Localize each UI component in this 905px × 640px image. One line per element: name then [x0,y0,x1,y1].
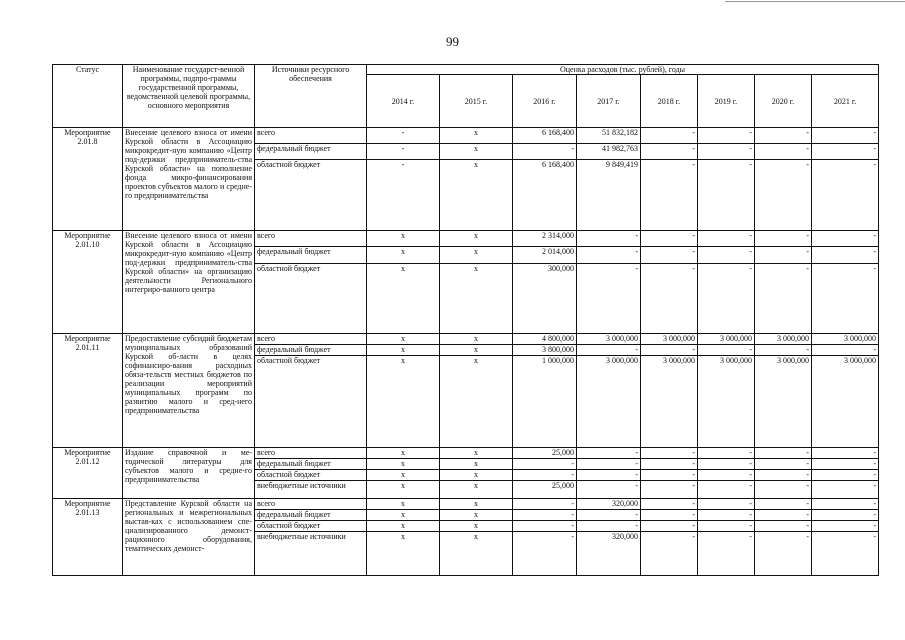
row-value: х [440,334,513,345]
row-value: х [440,264,513,334]
row-value: - [641,481,698,499]
table-row [53,499,879,510]
row-value: - [698,510,755,521]
row-source: областной бюджет [255,264,367,334]
row-value: - [698,470,755,481]
row-source: областной бюджет [255,356,367,448]
row-value: 3 000,000 [698,356,755,448]
row-value: - [755,264,812,334]
row-value: - [812,448,879,459]
row-value: - [577,521,641,532]
row-value: - [641,459,698,470]
row-value: - [577,264,641,334]
row-value: - [812,345,879,356]
row-value: 25,000 [513,448,577,459]
row-value: - [641,160,698,231]
table-row [53,334,879,345]
row-value: - [513,532,577,576]
row-value: х [367,521,440,532]
row-value: - [812,160,879,231]
row-value: - [577,459,641,470]
row-value: - [755,128,812,144]
header-year: 2021 г. [812,75,879,128]
row-value: х [367,532,440,576]
row-value: - [698,247,755,264]
row-source: федеральный бюджет [255,144,367,160]
row-value: х [367,264,440,334]
row-source: федеральный бюджет [255,510,367,521]
row-value: х [440,532,513,576]
row-value: х [367,481,440,499]
row-value: х [440,499,513,510]
row-value: 3 000,000 [641,356,698,448]
header-year: 2018 г. [641,75,698,128]
row-value: 3 000,000 [641,334,698,345]
row-value: - [577,345,641,356]
row-value: 6 168,400 [513,128,577,144]
page-number: 99 [446,34,459,49]
row-value: - [698,532,755,576]
row-value: - [812,521,879,532]
header-year: 2016 г. [513,75,577,128]
row-value: - [698,264,755,334]
row-value: 3 000,000 [755,356,812,448]
row-value: - [755,481,812,499]
row-value: х [367,510,440,521]
row-value: - [513,521,577,532]
row-value: 2 014,000 [513,247,577,264]
row-source: областной бюджет [255,521,367,532]
row-value: х [440,481,513,499]
header-year: 2020 г. [755,75,812,128]
row-name: Внесение целевого взноса от имени Курской области в Ассоциацию микрокредит-ную компанию «Центр под-держки предприниматель-ства Курской области» на пополнение фонда микро-финансирования проектов субъектов малого и средне-го предпринимательства [123,128,255,231]
row-value: 25,000 [513,481,577,499]
row-value: х [440,345,513,356]
row-value: 41 982,763 [577,144,641,160]
row-value: - [812,144,879,160]
row-value: - [755,144,812,160]
row-value: х [440,247,513,264]
row-source: внебюджетные источники [255,532,367,576]
row-value: - [698,521,755,532]
row-source: федеральный бюджет [255,247,367,264]
row-source: всего [255,334,367,345]
row-value: х [440,448,513,459]
row-value: 9 849,419 [577,160,641,231]
row-value: х [367,470,440,481]
table-body [53,65,879,576]
row-value: - [755,345,812,356]
row-value: - [755,532,812,576]
row-source: федеральный бюджет [255,459,367,470]
row-value: - [698,499,755,510]
row-value: - [641,521,698,532]
row-source: федеральный бюджет [255,345,367,356]
row-status: Мероприятие 2.01.12 [53,448,123,499]
row-value: х [367,448,440,459]
row-status: Мероприятие 2.01.13 [53,499,123,576]
row-value: - [755,247,812,264]
row-value: 3 000,000 [812,334,879,345]
row-value: - [513,144,577,160]
row-value: - [812,128,879,144]
row-value: 51 832,182 [577,128,641,144]
row-value: - [812,532,879,576]
row-value: 3 000,000 [577,334,641,345]
row-value: - [641,345,698,356]
header-name: Наименование государст-венной программы, подпро-граммы государственной программы, ведомственной целевой программы, основного мероприятия [123,65,255,128]
row-value: - [641,470,698,481]
row-value: - [577,470,641,481]
row-value: х [367,459,440,470]
row-value: - [577,231,641,247]
header-year: 2014 г. [367,75,440,128]
row-value: 3 800,000 [513,345,577,356]
row-source: внебюджетные источники [255,481,367,499]
top-border-line [725,1,905,2]
row-source: всего [255,499,367,510]
row-value: 3 000,000 [812,356,879,448]
row-value: - [755,459,812,470]
row-value: 3 000,000 [577,356,641,448]
row-source: областной бюджет [255,470,367,481]
row-value: - [641,510,698,521]
row-value: - [698,144,755,160]
row-value: 3 000,000 [698,334,755,345]
row-value: - [641,231,698,247]
row-name: Предоставление субсидий бюджетам муниципальных образований Курской об-ласти в целях софинансиро-вания расходных обяза-тельств местных бюджетов по реализации мероприятий муниципальных программ по развитию малого и сред-него предпринимательства [123,334,255,448]
row-value: х [440,231,513,247]
row-value: - [513,510,577,521]
header-sources: Источники ресурсного обеспечения [255,65,367,128]
row-value: - [812,510,879,521]
row-value: 300,000 [513,264,577,334]
table-row [53,448,879,459]
header-estimate: Оценка расходов (тыс. рублей), годы [367,65,879,75]
row-value: - [577,448,641,459]
row-value: - [698,345,755,356]
row-value: - [641,247,698,264]
header-year: 2019 г. [698,75,755,128]
row-value: - [577,510,641,521]
row-value: - [367,128,440,144]
row-value: 320,000 [577,532,641,576]
row-value: х [440,521,513,532]
row-value: - [698,160,755,231]
row-status: Мероприятие 2.01.10 [53,231,123,334]
row-value: х [440,144,513,160]
row-value: х [367,499,440,510]
expenses-table [52,64,879,576]
row-value: - [698,231,755,247]
row-value: - [367,144,440,160]
row-value: х [367,247,440,264]
row-value: х [367,231,440,247]
row-value: - [367,160,440,231]
row-value: х [367,345,440,356]
row-value: - [812,247,879,264]
row-value: 2 314,000 [513,231,577,247]
row-name: Представление Курской области на региональных и межрегиональных выстав-ках с использованием спе-циализированного демонст-рационного оборудования, тематических демонст- [123,499,255,576]
row-value: - [755,470,812,481]
row-source: областной бюджет [255,160,367,231]
row-value: - [698,128,755,144]
row-value: 4 800,000 [513,334,577,345]
row-value: - [641,499,698,510]
row-value: 320,000 [577,499,641,510]
row-value: 1 000,000 [513,356,577,448]
row-value: - [698,448,755,459]
row-value: - [698,481,755,499]
row-value: - [812,459,879,470]
row-value: - [641,264,698,334]
header-year: 2017 г. [577,75,641,128]
row-value: - [812,231,879,247]
row-value: х [367,334,440,345]
row-value: - [755,510,812,521]
table-row [53,231,879,247]
row-value: х [440,356,513,448]
row-value: - [698,459,755,470]
row-value: - [812,481,879,499]
row-value: - [812,264,879,334]
row-name: Издание справочной и ме-тодической литературы для субъектов малого и средне-го предпринимательства [123,448,255,499]
row-value: х [440,160,513,231]
row-value: х [440,128,513,144]
header-year: 2015 г. [440,75,513,128]
row-name: Внесение целевого взноса от имени Курской области в Ассоциацию микрокредит-ную компанию «Центр под-держки предприниматель-ства Курской области» на организацию деятельности Регионального интегриро-ванного центра [123,231,255,334]
row-value: х [440,459,513,470]
row-value: - [513,499,577,510]
row-value: - [812,470,879,481]
table-row [53,128,879,144]
row-source: всего [255,231,367,247]
row-value: - [755,160,812,231]
row-source: всего [255,128,367,144]
row-value: 6 168,400 [513,160,577,231]
row-value: - [812,499,879,510]
row-value: - [755,448,812,459]
row-source: всего [255,448,367,459]
row-value: - [513,470,577,481]
row-value: х [367,356,440,448]
row-value: - [641,144,698,160]
row-value: - [641,448,698,459]
row-value: х [440,510,513,521]
row-status: Мероприятие 2.01.8 [53,128,123,231]
row-value: - [577,481,641,499]
row-value: - [641,532,698,576]
row-value: х [440,470,513,481]
row-value: - [755,231,812,247]
row-value: - [577,247,641,264]
row-value: 3 000,000 [755,334,812,345]
row-value: - [755,521,812,532]
row-value: - [513,459,577,470]
row-value: - [641,128,698,144]
row-status: Мероприятие 2.01.11 [53,334,123,448]
row-value: - [755,499,812,510]
header-status: Статус [53,65,123,128]
